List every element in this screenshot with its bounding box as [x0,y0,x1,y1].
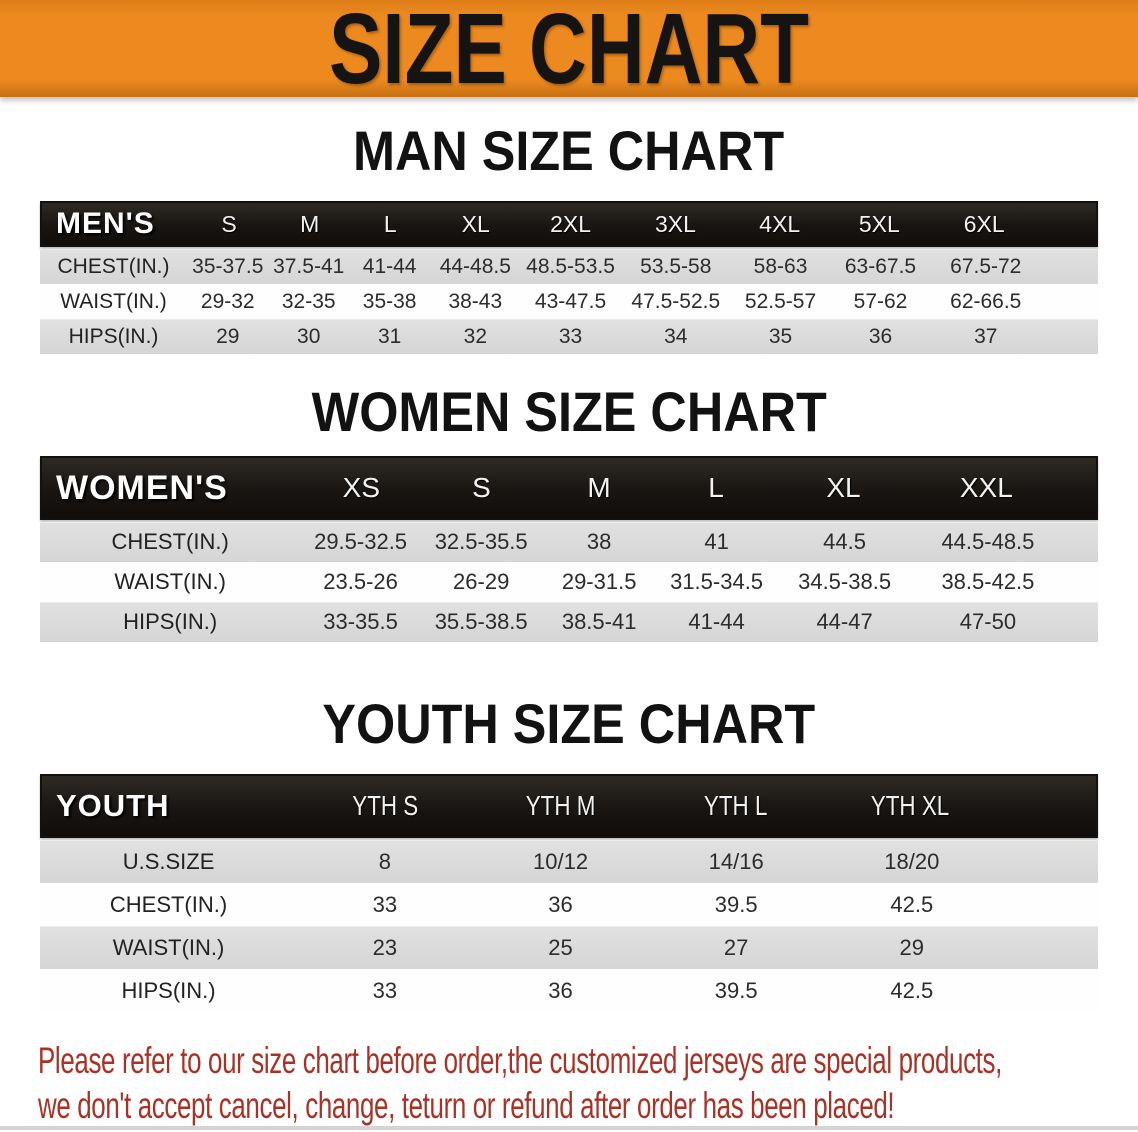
women-cell-0-5-text: 44.5-48.5 [941,529,1035,554]
banner [0,0,1138,105]
youth-column-header-1 [473,776,648,836]
women-cell-1-4 [776,562,912,602]
men-cell-1-6-text: 52.5-57 [744,289,817,313]
men-cell-2-8 [931,319,1041,354]
youth-cell-3-1 [473,969,649,1012]
youth-row-spacer [1000,840,1098,883]
women-cell-0-4 [776,522,912,562]
women-cell-0-1-text: 32.5-35.5 [434,529,528,554]
youth-heading-text: YOUTH SIZE CHART [322,692,816,755]
men-cell-0-7-text: 63-67.5 [844,254,917,278]
disclaimer [38,1038,1002,1128]
women-table-header-row [40,456,1098,520]
men-column-header-6-text: 4XL [759,210,801,237]
women-cell-1-1-text: 26-29 [453,569,510,594]
men-cell-2-6-text: 35 [768,324,793,348]
women-cell-0-0 [300,522,421,562]
men-cell-0-2 [349,249,430,284]
youth-table-header-row [40,774,1098,838]
youth-row-label-text: WAIST(IN.) [112,934,225,960]
men-column-header-1-text: M [300,210,320,237]
women-cell-0-4-text: 44.5 [823,529,866,554]
bottom-divider [0,1126,1138,1130]
men-cell-2-7-text: 36 [868,324,893,348]
youth-cell-1-3 [824,883,1000,926]
women-column-header-4 [776,458,912,518]
women-column-header-2-text: M [587,472,611,503]
men-cell-0-5-text: 53.5-58 [640,254,712,278]
youth-cell-1-3-text: 42.5 [890,891,934,917]
women-corner-label [42,458,301,518]
women-column-header-5 [911,458,1061,518]
youth-row-spacer [1000,926,1098,969]
youth-header-spacer [998,776,1096,836]
youth-cell-3-2-text: 39.5 [714,977,758,1003]
men-row-hips-in. [40,319,1098,354]
men-cell-2-5 [621,319,731,354]
youth-cell-3-3 [824,969,1000,1012]
men-row-label [40,249,187,284]
women-cell-1-5 [913,562,1063,602]
men-cell-2-8-text: 37 [974,324,998,348]
men-cell-1-6 [731,284,830,319]
women-cell-2-2-text: 38.5-41 [561,609,637,634]
men-row-waist-in. [40,284,1098,319]
men-cell-2-0-text: 29 [216,324,240,348]
women-cell-1-2 [541,562,656,602]
men-cell-2-0 [187,319,268,354]
women-row-label [40,602,300,642]
youth-cell-3-1-text: 36 [548,977,573,1003]
men-cell-2-5-text: 34 [664,324,688,348]
banner-title: SIZE CHART [329,0,809,105]
youth-cell-1-0-text: 33 [372,891,398,917]
men-cell-0-1 [269,249,349,284]
men-column-header-1 [270,203,350,245]
women-cell-2-0 [300,602,421,642]
men-cell-2-7 [830,319,931,354]
women-column-header-4-text: XL [826,472,861,503]
youth-cell-0-0 [297,840,473,883]
men-column-header-5 [621,203,731,245]
youth-cell-3-2 [648,969,824,1012]
size-tables-container [0,119,1138,1012]
women-row-label [40,522,300,562]
youth-cell-2-0 [297,926,473,969]
men-heading [0,119,1138,182]
women-cell-1-2-text: 29-31.5 [561,569,637,594]
youth-size-table [40,774,1098,1012]
men-table-header-row [40,201,1098,247]
men-row-label [40,284,187,319]
youth-row-label [40,883,297,926]
men-cell-1-3 [430,284,520,319]
men-column-header-4 [520,203,620,245]
men-row-chest-in. [40,249,1098,284]
women-cell-1-1 [421,562,542,602]
women-row-hips-in. [40,602,1098,642]
men-cell-1-7 [830,284,931,319]
youth-cell-2-3 [824,926,1000,969]
disclaimer-line-1: Please refer to our size chart before order,the customized jerseys are special products, [38,1040,1002,1081]
youth-corner-label-text: YOUTH [56,788,170,823]
men-cell-1-4 [520,284,621,319]
women-cell-1-0 [300,562,421,602]
men-row-label [40,319,187,354]
women-cell-2-1-text: 35.5-38.5 [434,609,528,634]
youth-cell-1-2-text: 39.5 [714,891,758,917]
men-column-header-7 [829,203,929,245]
men-row-label-text: CHEST(IN.) [57,254,170,278]
men-cell-1-8-text: 62-66.5 [950,289,1022,313]
men-cell-0-4 [520,249,621,284]
men-cell-1-5 [621,284,731,319]
men-cell-0-0-text: 35-37.5 [192,254,264,278]
men-column-header-7-text: 5XL [858,210,900,237]
men-column-header-2-text: L [383,210,397,237]
women-cell-1-5-text: 38.5-42.5 [941,569,1035,594]
youth-cell-3-3-text: 42.5 [890,977,934,1003]
youth-cell-0-2 [648,840,824,883]
men-cell-2-1-text: 30 [297,324,321,348]
men-cell-0-3-text: 44-48.5 [439,254,511,278]
youth-cell-2-1-text: 25 [548,934,573,960]
women-cell-0-3-text: 41 [704,529,729,554]
women-cell-2-2 [541,602,656,642]
women-column-header-0-text: XS [342,472,381,503]
men-cell-1-8 [931,284,1041,319]
men-cell-1-5-text: 47.5-52.5 [631,289,721,313]
men-cell-1-1 [269,284,349,319]
women-row-label [40,562,300,602]
men-header-spacer [1039,203,1096,245]
men-cell-0-4-text: 48.5-53.5 [526,254,615,278]
men-column-header-0-text: S [221,210,237,237]
women-cell-2-1 [421,602,542,642]
women-cell-1-0-text: 23.5-26 [323,569,398,594]
women-row-waist-in. [40,562,1098,602]
men-cell-1-0-text: 29-32 [200,289,255,313]
men-column-header-3-text: XL [461,210,490,237]
youth-section [0,692,1138,1012]
youth-column-header-2 [648,776,823,836]
women-corner-label-text: WOMEN'S [56,468,228,507]
youth-row-label [40,840,297,883]
men-cell-1-7-text: 57-62 [853,289,908,313]
women-column-header-2 [542,458,657,518]
men-corner-label-text: MEN'S [56,207,155,240]
men-cell-1-2-text: 35-38 [362,289,417,313]
youth-row-chest-in. [40,883,1098,926]
youth-column-header-0-text: YTH S [352,790,419,821]
men-cell-0-6 [731,249,830,284]
women-header-spacer [1061,458,1096,518]
youth-column-header-3 [823,776,998,836]
women-column-header-3-text: L [708,472,724,503]
youth-cell-1-2 [648,883,824,926]
youth-cell-0-3-text: 18/20 [884,848,940,874]
men-cell-0-1-text: 37.5-41 [273,254,345,278]
youth-cell-0-0-text: 8 [378,848,392,874]
women-cell-2-3-text: 41-44 [688,609,745,634]
youth-cell-3-0-text: 33 [372,977,398,1003]
youth-heading [0,692,1138,755]
women-cell-2-4 [776,602,912,642]
disclaimer-line-2: we don't accept cancel, change, teturn or refund after order has been placed! [38,1085,895,1126]
men-cell-2-4-text: 33 [558,324,583,348]
youth-row-hips-in. [40,969,1098,1012]
men-corner-label [42,203,189,245]
youth-row-label-text: CHEST(IN.) [109,891,228,917]
youth-column-header-3-text: YTH XL [871,790,950,821]
men-cell-0-8-text: 67.5-72 [950,254,1022,278]
men-column-header-5-text: 3XL [654,210,696,237]
women-cell-0-3 [657,522,777,562]
youth-row-label [40,969,297,1012]
men-column-header-2 [350,203,431,245]
youth-row-spacer [1000,969,1098,1012]
men-cell-2-2-text: 31 [377,324,402,348]
youth-column-header-2-text: YTH L [703,790,768,821]
women-cell-0-2 [541,522,656,562]
women-row-label-text: HIPS(IN.) [123,609,218,634]
women-cell-1-3 [657,562,777,602]
women-column-header-1 [421,458,541,518]
youth-cell-0-3 [824,840,1000,883]
women-cell-2-5 [913,602,1063,642]
men-column-header-0 [189,203,270,245]
women-cell-0-1 [421,522,542,562]
women-row-spacer [1063,562,1098,602]
women-heading [0,380,1138,443]
men-cell-2-2 [349,319,430,354]
women-cell-0-0-text: 29.5-32.5 [314,529,408,554]
women-cell-2-4-text: 44-47 [816,609,873,634]
men-row-label-text: HIPS(IN.) [68,324,159,348]
youth-column-header-0 [298,776,473,836]
youth-cell-1-1 [473,883,649,926]
men-cell-0-2-text: 41-44 [362,254,417,278]
men-cell-2-3-text: 32 [463,324,487,348]
youth-row-label-text: HIPS(IN.) [121,977,216,1003]
men-cell-0-8 [931,249,1041,284]
women-cell-0-2-text: 38 [586,529,612,554]
men-cell-2-3 [430,319,520,354]
men-cell-2-4 [520,319,621,354]
youth-cell-3-0 [297,969,473,1012]
women-row-label-text: WAIST(IN.) [114,569,226,594]
men-column-header-4-text: 2XL [550,210,592,237]
women-row-chest-in. [40,522,1098,562]
youth-cell-2-1 [473,926,649,969]
men-cell-0-5 [621,249,731,284]
men-cell-1-0 [187,284,268,319]
women-row-label-text: CHEST(IN.) [111,529,229,554]
youth-row-u.s.size [40,840,1098,883]
men-row-spacer [1041,284,1098,319]
men-size-table [40,201,1098,354]
men-cell-1-4-text: 43-47.5 [534,289,607,313]
women-heading-text: WOMEN SIZE CHART [311,380,827,443]
men-cell-1-2 [349,284,430,319]
youth-cell-2-3-text: 29 [899,934,925,960]
youth-cell-2-2-text: 27 [723,934,749,960]
women-column-header-1-text: S [472,472,491,503]
men-row-spacer [1041,319,1098,354]
youth-row-spacer [1000,883,1098,926]
women-column-header-0 [301,458,421,518]
women-cell-2-0-text: 33-35.5 [323,609,398,634]
women-cell-0-5 [913,522,1063,562]
men-heading-text: MAN SIZE CHART [353,119,785,182]
women-row-spacer [1063,522,1098,562]
men-row-label-text: WAIST(IN.) [60,289,167,313]
youth-corner-label [42,776,298,836]
women-column-header-3 [656,458,775,518]
men-column-header-6 [730,203,829,245]
men-column-header-8 [929,203,1039,245]
women-cell-1-4-text: 34.5-38.5 [798,569,892,594]
women-cell-2-5-text: 47-50 [959,609,1017,634]
men-cell-1-3-text: 38-43 [448,289,503,313]
men-column-header-8-text: 6XL [963,210,1005,237]
men-cell-0-0 [187,249,268,284]
women-section [0,380,1138,642]
women-cell-2-3 [657,602,777,642]
men-cell-2-1 [269,319,349,354]
youth-cell-2-0-text: 23 [372,934,398,960]
youth-cell-1-1-text: 36 [548,891,573,917]
youth-cell-0-1-text: 10/12 [533,848,589,874]
youth-cell-1-0 [297,883,473,926]
women-row-spacer [1063,602,1098,642]
men-row-spacer [1041,249,1098,284]
men-column-header-3 [431,203,521,245]
men-cell-0-3 [430,249,520,284]
men-cell-0-7 [830,249,931,284]
men-cell-1-1-text: 32-35 [281,289,336,313]
men-cell-2-6 [731,319,830,354]
women-column-header-5-text: XXL [959,472,1013,503]
youth-cell-0-2-text: 14/16 [708,848,764,874]
youth-row-waist-in. [40,926,1098,969]
youth-row-label [40,926,297,969]
women-size-table [40,456,1098,642]
youth-row-label-text: U.S.SIZE [122,848,215,874]
youth-cell-2-2 [648,926,824,969]
youth-column-header-1-text: YTH M [525,790,596,821]
youth-cell-0-1 [473,840,649,883]
men-cell-0-6-text: 58-63 [753,254,808,278]
men-section [0,119,1138,354]
women-cell-1-3-text: 31.5-34.5 [670,569,764,594]
